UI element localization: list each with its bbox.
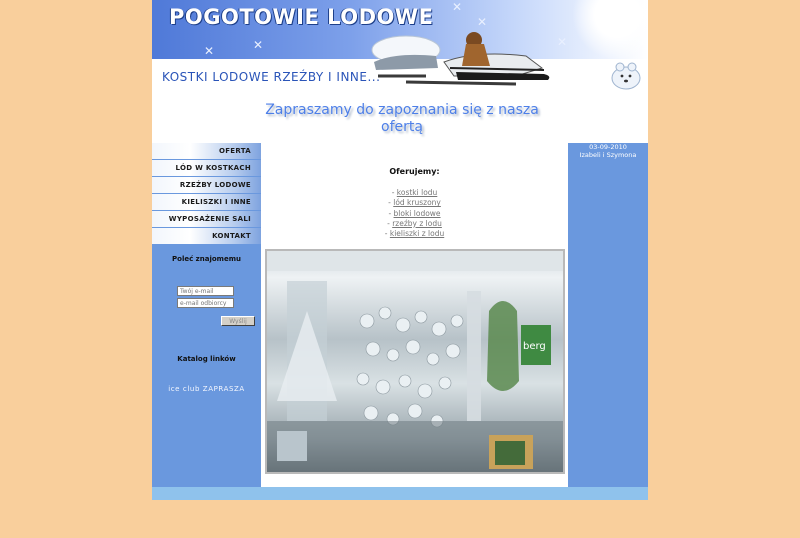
offer-link-kruszony[interactable]: lód kruszony — [393, 198, 441, 208]
recipient-email-input[interactable] — [177, 298, 234, 308]
main-menu — [152, 143, 261, 244]
ice-sculpture-image — [267, 251, 563, 472]
menu-item-rzezby-lodowe[interactable]: RZEŹBY LODOWE — [152, 177, 261, 193]
list-item: - kostki lodu — [391, 188, 438, 197]
menu-item-wyposazenie-sali[interactable]: WYPOSAŻENIE SALI — [152, 211, 261, 227]
list-item: - kieliszki z lodu — [384, 229, 445, 239]
footer-bar — [152, 487, 648, 500]
snowflake-icon: ✕ — [204, 44, 215, 58]
nameday-names: Izabeli i Szymona — [579, 151, 637, 159]
send-button[interactable]: Wyślij — [221, 316, 255, 326]
offer-list — [261, 188, 568, 239]
site-title: POGOTOWIE LODOWE — [169, 5, 434, 29]
menu-item-oferta[interactable]: OFERTA — [152, 143, 261, 159]
snowflake-icon: ✕ — [253, 38, 264, 52]
page-container — [152, 0, 648, 500]
your-email-input[interactable] — [177, 286, 234, 296]
offer-link-rzezby[interactable]: rzeźby z lodu — [392, 218, 442, 228]
snowflake-icon: ✕ — [477, 15, 488, 29]
polar-bear-illustration — [608, 60, 644, 90]
ice-club-link[interactable]: ice club ZAPRASZA — [168, 385, 245, 393]
offer-heading: Oferujemy: — [389, 167, 440, 176]
recommend-title: Poleć znajomemu — [172, 255, 241, 263]
snowmobile-illustration — [366, 22, 556, 88]
welcome-message: Zapraszamy do zapoznania się z nasza ofertą — [265, 102, 539, 135]
current-date: 03-09-2010 — [589, 143, 627, 151]
list-item: - bloki lodowe — [388, 208, 441, 218]
link-catalog[interactable]: Katalog linków — [177, 355, 236, 363]
sun-graphic — [572, 0, 648, 59]
right-sidebar — [568, 143, 648, 487]
snowflake-icon: ✕ — [557, 35, 568, 49]
nameday-box — [568, 143, 648, 159]
main-content — [261, 143, 568, 487]
left-sidebar — [152, 143, 261, 487]
offer-link-kieliszki[interactable]: kieliszki z lodu — [389, 229, 445, 239]
snowflake-icon: ✕ — [452, 0, 463, 14]
list-item: - lód kruszony — [388, 198, 441, 208]
site-tagline: KOSTKI LODOWE RZEŹBY I INNE... — [162, 70, 381, 84]
photo-sign-text: berg — [523, 341, 546, 352]
list-item: - rzeźby z lodu — [387, 218, 442, 228]
menu-item-kieliszki[interactable]: KIELISZKI I INNE — [152, 194, 261, 210]
offer-link-bloki[interactable]: bloki lodowe — [393, 208, 441, 218]
offer-link-kostki[interactable]: kostki lodu — [396, 188, 438, 197]
menu-item-lod-w-kostkach[interactable]: LÓD W KOSTKACH — [152, 160, 261, 176]
menu-item-kontakt[interactable]: KONTAKT — [152, 228, 261, 244]
ice-bar-photo — [265, 249, 565, 474]
